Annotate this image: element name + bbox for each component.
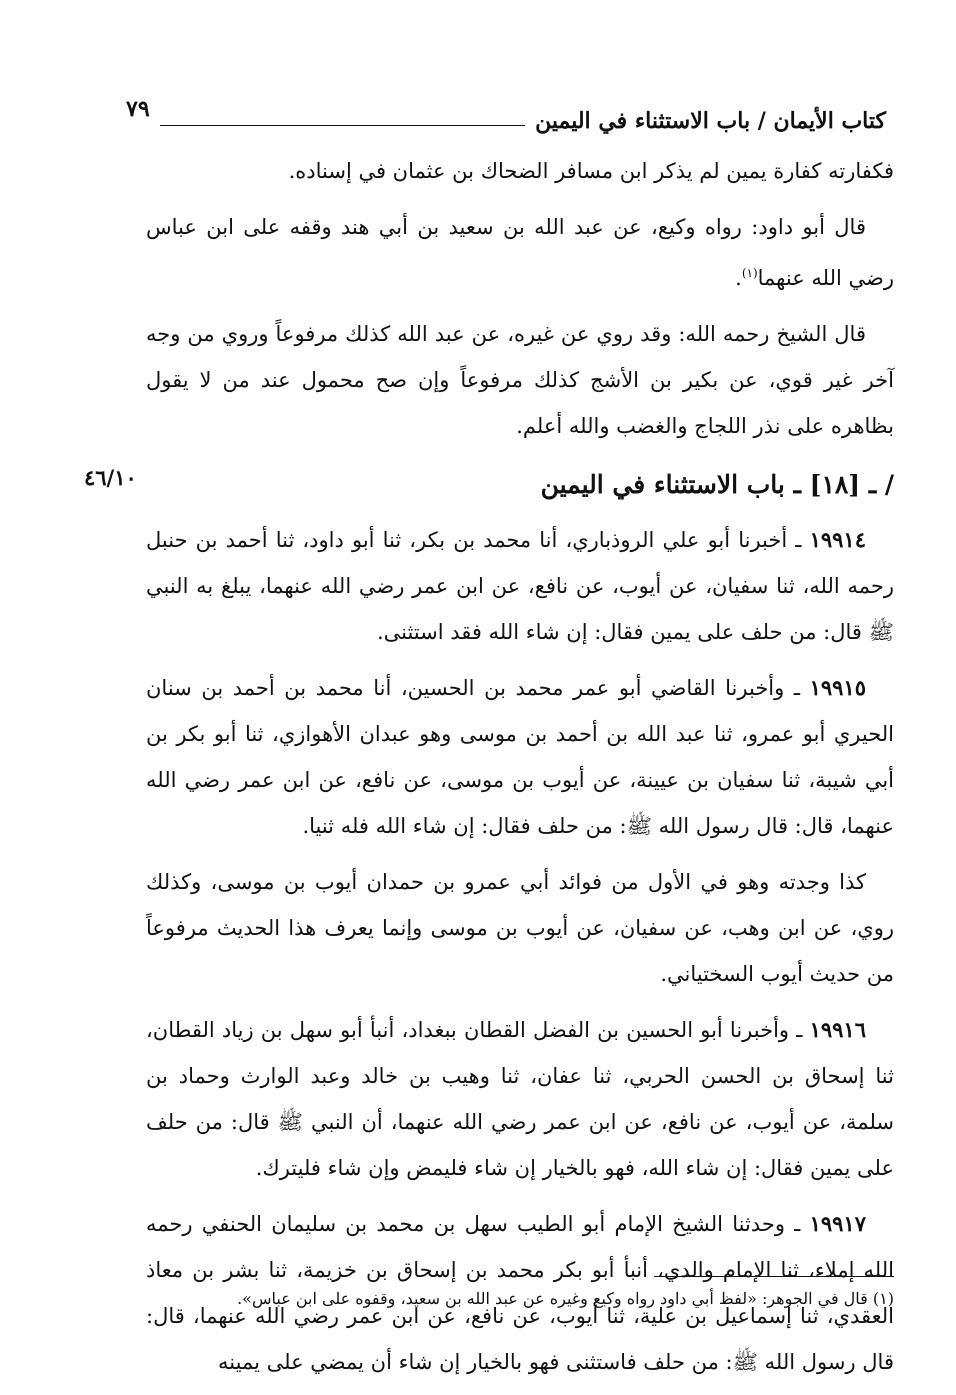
section-heading: / ـ [١٨] ـ باب الاستثناء في اليمين bbox=[540, 470, 894, 499]
footnote-marker: (١) bbox=[741, 266, 758, 280]
footnote-rule bbox=[654, 1276, 894, 1277]
hadith-paragraph bbox=[146, 517, 894, 655]
page-number: ٧٩ bbox=[126, 96, 150, 122]
header-rule bbox=[160, 125, 525, 126]
hadith-number: ١٩٩١٧ bbox=[809, 1211, 866, 1236]
hadith-paragraph bbox=[146, 1007, 894, 1191]
hadith-number: ١٩٩١٥ bbox=[809, 675, 866, 700]
section-heading-row bbox=[84, 459, 894, 511]
footnote: (١) قال في الجوهر: «لفظ أبي داود رواه وكيع وغيره عن عبد الله بن سعيد، وقفوه على ابن عباس». bbox=[237, 1289, 894, 1308]
hadith-number: ١٩٩١٤ bbox=[809, 527, 866, 552]
paragraph: قال الشيخ رحمه الله: وقد روي عن غيره، عن عبد الله كذلك مرفوعاً وروي من وجه آخر غير قوي، عن بكير بن الأشج كذلك مرفوعاً وإن صح محمول عند من لا يقول بظاهره على نذر اللجاج والغضب والله أعلم. bbox=[146, 322, 894, 438]
main-text bbox=[84, 148, 894, 1395]
paragraph: فكفارته كفارة يمين لم يذكر ابن مسافر الضحاك بن عثمان في إسناده. bbox=[288, 159, 894, 183]
hadith-text: ـ وحدثنا الشيخ الإمام أبو الطيب سهل بن محمد بن سليمان الحنفي رحمه الله إملاء، ثنا الإمام والدي، أنبأ أبو بكر محمد بن إسحاق بن خزيمة، ثنا بشر بن معاذ العقدي، ثنا إسماعيل بن علية، ثنا أيوب، عن نافع، عن ابن عمر رضي الله عنهما، قال: قال رسول الله ﷺ: من حلف فاستثنى فهو بالخيار إن شاء أن يمضي على يمينه bbox=[146, 1212, 894, 1374]
hadith-paragraph bbox=[146, 665, 894, 849]
hadith-text: ـ أخبرنا أبو علي الروذباري، أنا محمد بن بكر، ثنا أبو داود، ثنا أحمد بن حنبل رحمه الله، ثنا سفيان، عن أيوب، عن نافع، عن ابن عمر رضي الله عنهما، يبلغ به النبي ﷺ قال: من حلف على يمين فقال: إن شاء الله فقد استثنى. bbox=[146, 528, 894, 644]
hadith-text: ـ وأخبرنا أبو الحسين بن الفضل القطان ببغداد، أنبأ أبو سهل بن زياد القطان، ثنا إسحاق بن الحسن الحربي، ثنا عفان، ثنا وهيب بن خالد وعبد الوارث وحماد بن سلمة، عن أيوب، عن نافع، عن ابن عمر رضي الله عنهما، أن النبي ﷺ قال: من حلف على يمين فقال: إن شاء الله، فهو بالخيار إن شاء فليمض وإن شاء فليترك. bbox=[146, 1018, 894, 1180]
hadith-number: ١٩٩١٦ bbox=[809, 1017, 866, 1042]
paragraph-text: قال أبو داود: رواه وكيع، عن عبد الله بن سعيد بن أبي هند وقفه على ابن عباس رضي الله عنهما bbox=[146, 215, 894, 290]
running-title: كتاب الأيمان / باب الاستثناء في اليمين bbox=[535, 108, 886, 134]
running-header bbox=[126, 94, 886, 134]
margin-reference: ٤٦/١٠ bbox=[84, 465, 137, 490]
commentary-paragraph: كذا وجدته وهو في الأول من فوائد أبي عمرو بن حمدان أيوب بن موسى، وكذلك روي، عن ابن وهب، عن سفيان، عن أيوب بن موسى وإنما يعرف هذا الحديث مرفوعاً من حديث أيوب السختياني. bbox=[146, 870, 894, 986]
hadith-text: ـ وأخبرنا القاضي أبو عمر محمد بن الحسين، أنا محمد بن أحمد بن سنان الحيري أبو عمرو، ثنا عبد الله بن أحمد بن موسى وهو عبدان الأهوازي، ثنا أبو بكر بن أبي شيبة، ثنا سفيان بن عيينة، عن أيوب بن موسى، عن نافع، عن ابن عمر رضي الله عنهما، قال: قال رسول الله ﷺ: من حلف فقال: إن شاء الله فله ثنيا. bbox=[146, 676, 894, 838]
paragraph: قال أبو داود: رواه وكيع، عن عبد الله بن سعيد بن أبي هند وقفه على ابن عباس رضي الله عنهما$^{(١)}$. bbox=[146, 215, 894, 290]
